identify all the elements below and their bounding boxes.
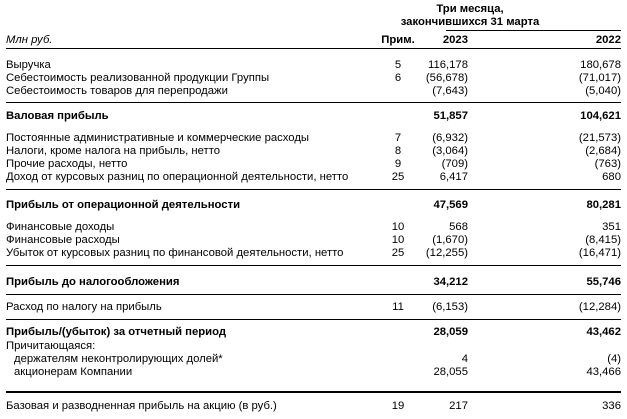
operating-profit-2023: 47,569 <box>433 199 468 211</box>
subtotal-rule <box>6 319 621 320</box>
operating-profit-label: Прибыль от операционной деятельности <box>6 199 241 211</box>
row-value-2023: (6,932) <box>432 132 468 144</box>
row-label: Финансовые расходы <box>6 234 120 246</box>
net-profit-2023: 28,059 <box>433 326 468 338</box>
row-label: Выручка <box>6 59 51 71</box>
row-value-2022: (2,684) <box>585 145 621 157</box>
row-note: 10 <box>391 221 405 233</box>
gross-profit-2022: 104,621 <box>580 110 621 122</box>
eps-note: 19 <box>391 400 405 412</box>
row-label: Убыток от курсовых разниц по финансовой деятельности, нетто <box>6 247 344 259</box>
header-rule-period <box>446 30 621 31</box>
subtotal-rule <box>6 294 621 295</box>
header-rule-columns <box>6 48 621 49</box>
row-note: 10 <box>391 234 405 246</box>
row-value-2022: (71,017) <box>578 72 621 84</box>
row-value-2022: 180,678 <box>580 59 621 71</box>
row-value-2022: (16,471) <box>578 247 621 259</box>
row-label: Финансовые доходы <box>6 221 115 233</box>
row-note: 5 <box>394 59 402 71</box>
gross-profit-label: Валовая прибыль <box>6 110 109 122</box>
row-label: держателям неконтролирующих долей* <box>14 353 223 365</box>
total-rule <box>6 391 621 393</box>
row-value-2022: (4) <box>607 353 621 365</box>
year-2023-header: 2023 <box>442 34 468 46</box>
row-value-2023: (3,064) <box>432 145 468 157</box>
net-profit-2022: 43,462 <box>586 326 621 338</box>
eps-2023: 217 <box>449 400 468 412</box>
row-label: Себестоимость реализованной продукции Группы <box>6 72 270 84</box>
pretax-profit-2023: 34,212 <box>433 276 468 288</box>
row-label: Постоянные административные и коммерческие расходы <box>6 132 310 144</box>
operating-profit-2022: 80,281 <box>586 199 621 211</box>
gross-profit-2023: 51,857 <box>433 110 468 122</box>
row-value-2023: 116,178 <box>428 59 468 71</box>
row-value-2023: (6,153) <box>432 301 468 313</box>
row-value-2022: (8,415) <box>585 234 621 246</box>
row-value-2022: (21,573) <box>578 132 621 144</box>
row-note: 25 <box>391 247 405 259</box>
row-value-2023: (709) <box>441 158 468 170</box>
row-note: 11 <box>392 301 404 313</box>
row-label: Себестоимость товаров для перепродажи <box>6 85 228 97</box>
row-value-2023: (56,678) <box>425 72 468 84</box>
unit-label: Млн руб. <box>6 34 53 46</box>
row-value-2022: 680 <box>602 171 621 183</box>
eps-2022: 336 <box>602 400 621 412</box>
row-label: Расход по налогу на прибыль <box>6 301 162 313</box>
row-note: 9 <box>394 158 402 170</box>
period-header-line1: Три месяца, <box>436 3 504 15</box>
eps-label: Базовая и разводненная прибыль на акцию (в руб.) <box>6 400 277 412</box>
period-header-line2: закончившихся 31 марта <box>400 16 540 28</box>
note-column-header: Прим. <box>381 34 415 46</box>
row-note: 7 <box>394 132 402 144</box>
row-value-2023: 28,055 <box>433 366 468 378</box>
pretax-profit-2022: 55,746 <box>586 276 621 288</box>
subtotal-rule <box>6 265 621 266</box>
row-value-2023: 4 <box>461 353 468 365</box>
row-value-2023: (7,643) <box>432 85 468 97</box>
row-note: 8 <box>394 145 402 157</box>
attributable-label: Причитающаяся: <box>6 340 96 352</box>
net-profit-label: Прибыль/(убыток) за отчетный период <box>6 326 227 338</box>
row-label: Прочие расходы, нетто <box>6 158 128 170</box>
row-value-2023: (12,255) <box>425 247 468 259</box>
row-note: 25 <box>391 171 405 183</box>
row-value-2022: (763) <box>594 158 621 170</box>
pretax-profit-label: Прибыль до налогообложения <box>6 276 180 288</box>
year-2022-header: 2022 <box>595 34 621 46</box>
subtotal-rule <box>6 189 621 190</box>
row-value-2022: (12,284) <box>578 301 621 313</box>
row-value-2023: 568 <box>449 221 468 233</box>
row-note: 6 <box>394 72 402 84</box>
subtotal-rule <box>6 102 621 103</box>
row-value-2023: (1,670) <box>432 234 468 246</box>
row-value-2022: (5,040) <box>585 85 621 97</box>
row-label: Доход от курсовых разниц по операционной деятельности, нетто <box>6 171 349 183</box>
row-label: Налоги, кроме налога на прибыль, нетто <box>6 145 221 157</box>
row-value-2022: 351 <box>602 221 621 233</box>
row-value-2023: 6,417 <box>439 171 468 183</box>
row-label: акционерам Компании <box>14 366 133 378</box>
row-value-2022: 43,466 <box>586 366 621 378</box>
